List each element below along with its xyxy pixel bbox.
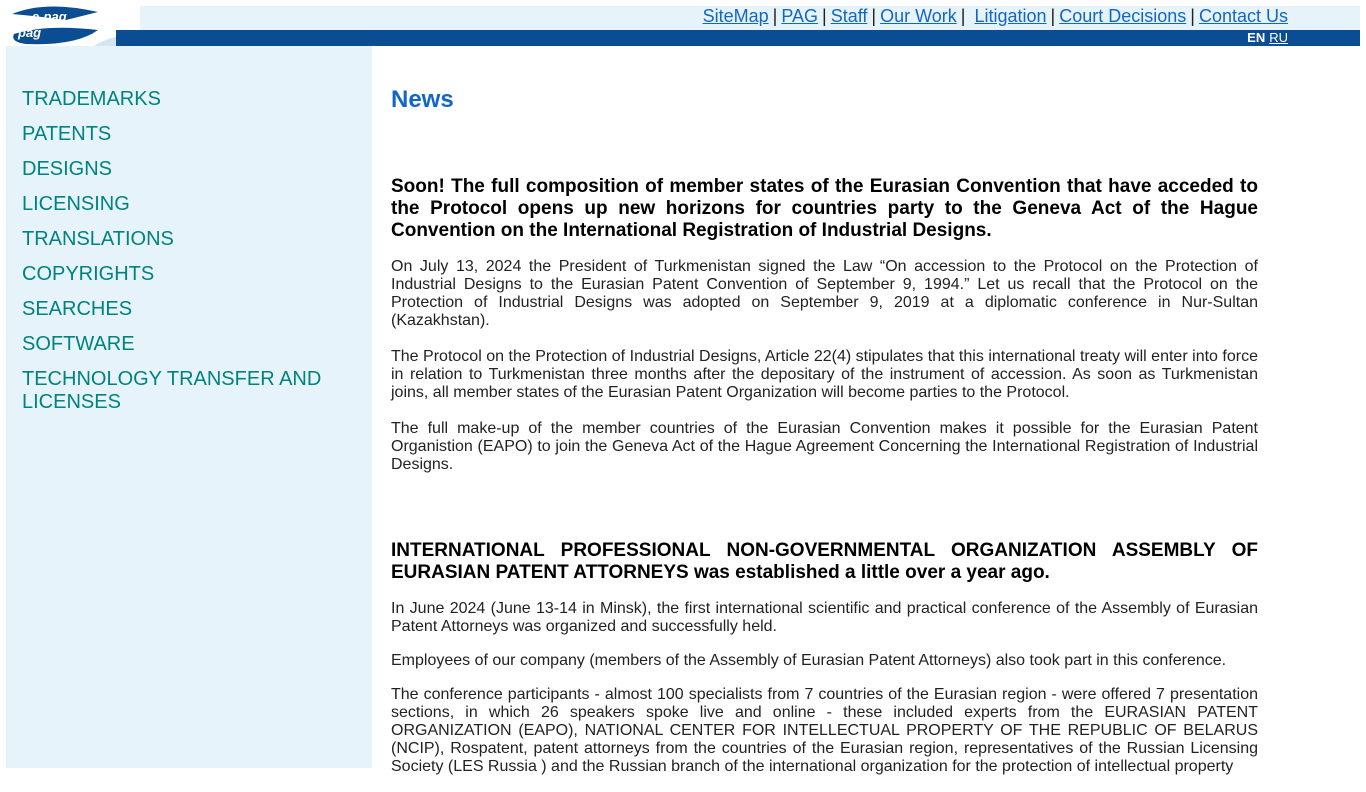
news-article-paragraph: Employees of our company (members of the Assembly of Eurasian Patent Attorneys) also took part in this conference. <box>391 652 1227 669</box>
logo-text-top: e-pag <box>32 9 67 24</box>
news-article-paragraph: The full make-up of the member countries of the Eurasian Convention makes it possible for the Eurasian Patent Organistion (EAPO) to join the Geneva Act of the Hague Agreement Concerning the International Registration of Industrial Designs. <box>391 420 1258 473</box>
news-article-paragraph: In June 2024 (June 13-14 in Minsk), the first international scientific and practical conference of the Assembly of Eurasian Patent Attorneys was organized and successfully held. <box>391 600 1258 635</box>
logo-text-bottom: pag <box>18 25 42 40</box>
lang-en-current: EN <box>1247 30 1266 45</box>
news-article-paragraph: On July 13, 2024 the President of Turkmenistan signed the Law “On accession to the Protocol on the Protection of Industrial Designs to the Eurasian Patent Convention of September 9, 1994.” Let us recall that the Protocol on the Protection of Industrial Designs was adopted on September 9, 2019 at a diplomatic conference in Nur-Sultan (Kazakhstan). <box>391 258 1258 329</box>
news-article-title: Soon! The full composition of member states of the Eurasian Convention that have acceded to the Protocol opens up new horizons for countries party to the Geneva Act of the Hague Convention on the International Registration of Industrial Designs. <box>391 176 1258 241</box>
sidebar-item-software[interactable]: SOFTWARE <box>22 333 135 355</box>
language-switcher <box>1247 30 1288 46</box>
top-navigation: SiteMap | PAG | Staff | Our Work | Litigation | Court Decisions | Contact Us <box>702 6 1288 26</box>
news-article-paragraph: The Protocol on the Protection of Industrial Designs, Article 22(4) stipulates that this international treaty will enter into force in relation to Turkmenistan three months after the depositary of the instrument of accession. As soon as Turkmenistan joins, all member states of the Eurasian Patent Organization will become parties to the Protocol. <box>391 348 1258 401</box>
main-content <box>391 86 1258 792</box>
sidebar-item-designs[interactable]: DESIGNS <box>22 158 113 180</box>
nav-link-litigation[interactable]: Litigation <box>974 6 1047 26</box>
sidebar <box>6 46 372 768</box>
news-article-title: INTERNATIONAL PROFESSIONAL NON-GOVERNMENTAL ORGANIZATION ASSEMBLY OF EURASIAN PATENT ATTORNEYS was established a little over a year ago. <box>391 540 1258 583</box>
nav-link-our-work[interactable]: Our Work <box>880 6 957 26</box>
sidebar-menu <box>22 88 352 426</box>
news-article-paragraph: The conference participants - almost 100 specialists from 7 countries of the Eurasian region - were offered 7 presentation sections, in which 26 speakers spoke live and online - these included experts from the EURASIAN PATENT ORGANIZATION (EAPO), NATIONAL CENTER FOR INTELLECTUAL PROPERTY OF THE REPUBLIC OF BELARUS (NCIP), Rospatent, patent attorneys from the countries of the Eurasian region, representatives of the Russian Licensing Society (LES Russia ) and the Russian branch of the international organization for the protection of intellectual property <box>391 686 1258 775</box>
nav-link-pag[interactable]: PAG <box>781 6 818 26</box>
sidebar-item-searches[interactable]: SEARCHES <box>22 298 133 320</box>
sidebar-item-patents[interactable]: PATENTS <box>22 123 112 145</box>
lang-ru-link[interactable]: RU <box>1269 30 1288 45</box>
header-stripe <box>116 30 1360 46</box>
nav-link-staff[interactable]: Staff <box>830 6 868 26</box>
nav-link-sitemap[interactable]: SiteMap <box>702 6 769 26</box>
nav-link-court-decisions[interactable]: Court Decisions <box>1059 6 1187 26</box>
nav-link-contact-us[interactable]: Contact Us <box>1198 6 1288 26</box>
sidebar-item-licensing[interactable]: LICENSING <box>22 193 130 215</box>
sidebar-item-translations[interactable]: TRANSLATIONS <box>22 228 174 250</box>
sidebar-item-copyrights[interactable]: COPYRIGHTS <box>22 263 155 285</box>
page-title: News <box>391 86 454 113</box>
sidebar-item-technology-transfer[interactable]: TECHNOLOGY TRANSFER AND LICENSES <box>22 368 322 413</box>
sidebar-item-trademarks[interactable]: TRADEMARKS <box>22 88 161 110</box>
